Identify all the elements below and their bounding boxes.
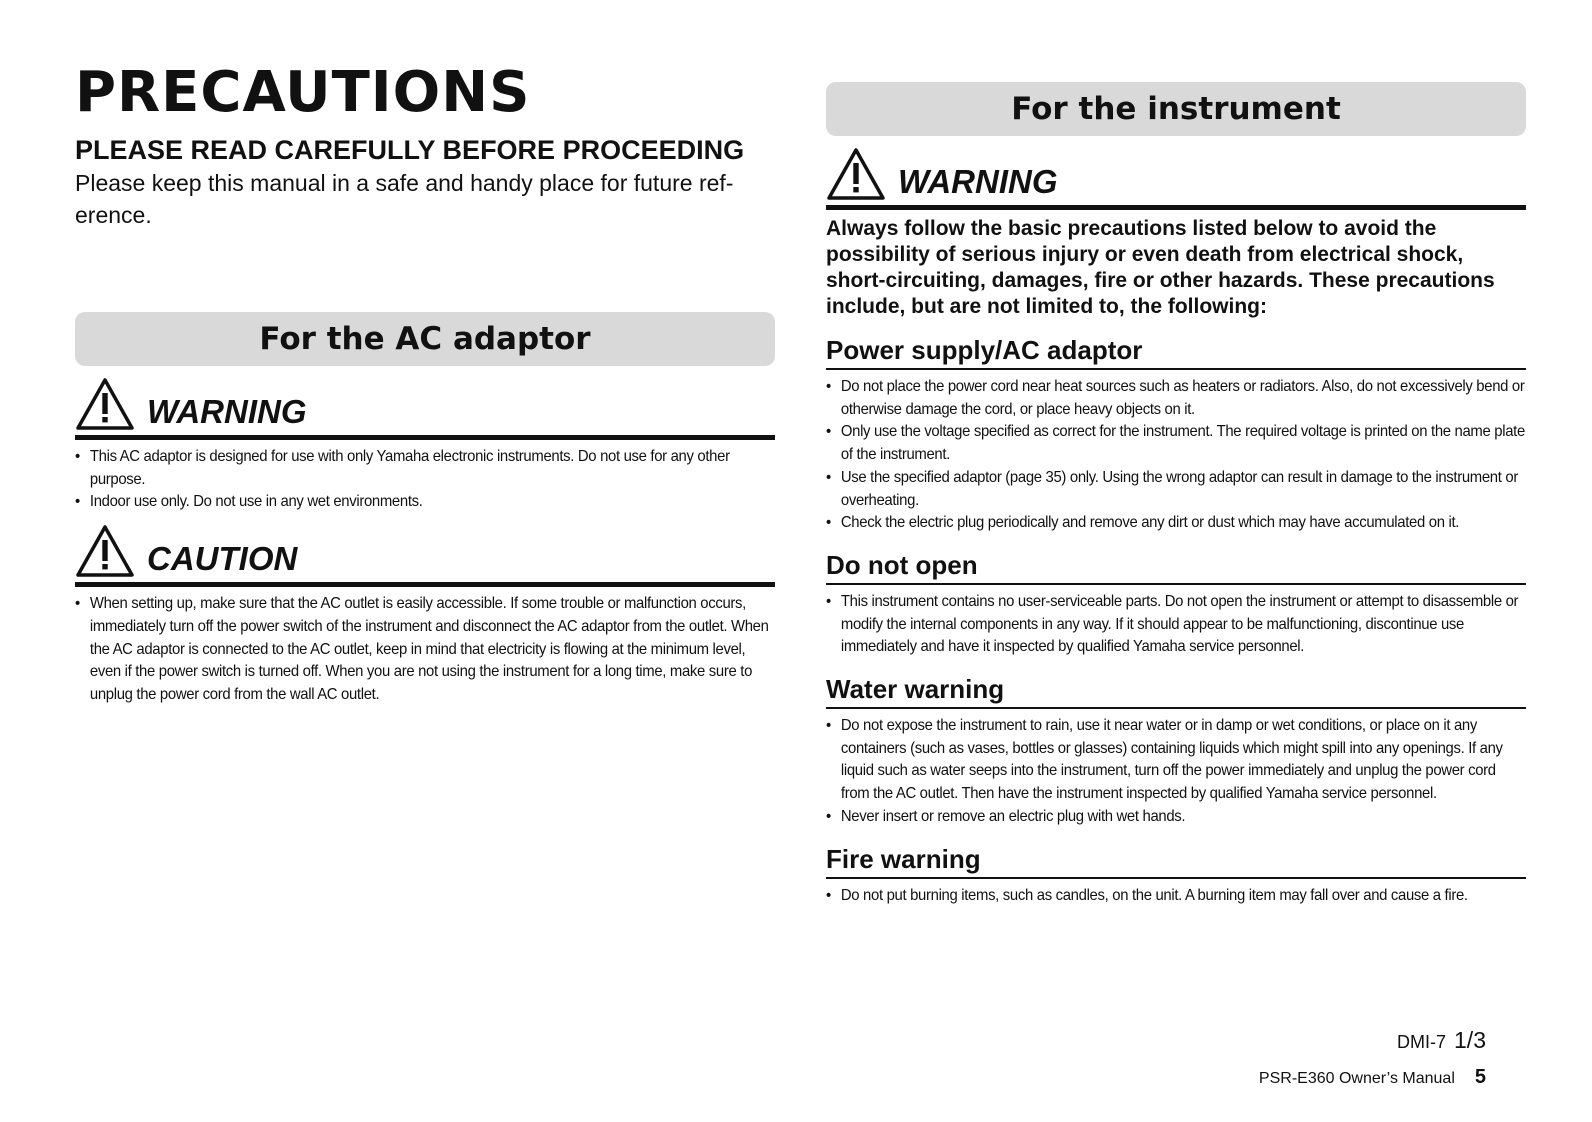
instrument-heading: For the instrument xyxy=(826,82,1526,136)
footer-dmi xyxy=(1397,1027,1486,1054)
page-title: PRECAUTIONS xyxy=(75,60,531,125)
list-item: • Only use the voltage specified as correct for the instrument. The required voltage is printed on the name plate of the instrument. xyxy=(826,421,1525,466)
list-item: • When setting up, make sure that the AC outlet is easily accessible. If some trouble or malfunction occurs, immediately turn off the power switch of the instrument and disconnect the AC adaptor from the outlet. When the AC adaptor is connected to the AC outlet, keep in mind that electricity is flowing at the minimum level, even if the power switch is turned off. When you are not using the instrument for a long time, make sure to unplug the power cord from the wall AC outlet. xyxy=(75,593,774,707)
ac-warning-header xyxy=(75,380,775,440)
page-subtitle: PLEASE READ CAREFULLY BEFORE PROCEEDING xyxy=(75,135,745,165)
list-item: • Check the electric plug periodically and remove any dirt or dust which may have accumulated on it. xyxy=(826,512,1525,535)
right-column xyxy=(826,82,1526,907)
warning-triangle-icon xyxy=(826,147,886,201)
list-item: • Indoor use only. Do not use in any wet environments. xyxy=(75,491,774,514)
do-not-open-list xyxy=(826,591,1525,659)
list-item: • This AC adaptor is designed for use with only Yamaha electronic instruments. Do not use for any other purpose. xyxy=(75,446,774,491)
section-title-water-warning: Water warning xyxy=(826,673,1526,709)
manual-title: PSR-E360 Owner’s Manual xyxy=(1258,1070,1455,1087)
section-title-fire-warning: Fire warning xyxy=(826,843,1526,879)
power-supply-list xyxy=(826,376,1525,535)
list-item: • This instrument contains no user-serviceable parts. Do not open the instrument or attempt to disassemble or modify the internal components in any way. If it should appear to be malfunctioning, discontinue use immediately and have it inspected by qualified Yamaha service personnel. xyxy=(826,591,1525,659)
water-warning-list xyxy=(826,715,1525,829)
page-number: 5 xyxy=(1474,1066,1486,1088)
instrument-warning-label: WARNING xyxy=(898,163,1058,200)
warning-triangle-icon xyxy=(75,377,135,431)
instrument-warning-header xyxy=(826,150,1526,210)
list-item: • Do not place the power cord near heat sources such as heaters or radiators. Also, do not excessively bend or otherwise damage the cord, or place heavy objects on it. xyxy=(826,376,1525,421)
instrument-lead-text: Always follow the basic precautions listed below to avoid the possibility of serious injury or even death from electrical shock, short-circuiting, damages, fire or other hazards. These precautions include, but are not limited to, the following: xyxy=(826,217,1495,318)
fire-warning-list xyxy=(826,885,1525,908)
section-title-do-not-open: Do not open xyxy=(826,549,1526,585)
list-item: • Never insert or remove an electric plug with wet hands. xyxy=(826,806,1525,829)
ac-warning-list xyxy=(75,446,774,514)
ac-caution-label: CAUTION xyxy=(147,540,298,578)
list-item: • Use the specified adaptor (page 35) only. Using the wrong adaptor can result in damage to the instrument or overheating. xyxy=(826,467,1525,512)
left-column xyxy=(75,60,775,707)
list-item: • Do not expose the instrument to rain, use it near water or in damp or wet conditions, or place on it any containers (such as vases, bottles or glasses) containing liquids which might spill into any openings. If any liquid such as water seeps into the instrument, turn off the power immediately and unplug the power cord from the AC outlet. Then have the instrument inspected by qualified Yamaha service personnel. xyxy=(826,715,1525,806)
caution-triangle-icon xyxy=(75,524,135,578)
ac-warning-label: WARNING xyxy=(147,393,307,430)
footer-manual xyxy=(1259,1066,1486,1089)
ac-caution-header xyxy=(75,527,775,587)
dmi-page: 1/3 xyxy=(1454,1027,1486,1053)
ac-caution-list xyxy=(75,593,774,707)
ac-adaptor-heading: For the AC adaptor xyxy=(75,312,775,366)
section-title-power-supply: Power supply/AC adaptor xyxy=(826,334,1526,370)
dmi-code: DMI-7 xyxy=(1397,1032,1447,1052)
intro-text: Please keep this manual in a safe and handy place for future ref-erence. xyxy=(75,170,734,228)
list-item: • Do not put burning items, such as candles, on the unit. A burning item may fall over and cause a fire. xyxy=(826,885,1525,908)
